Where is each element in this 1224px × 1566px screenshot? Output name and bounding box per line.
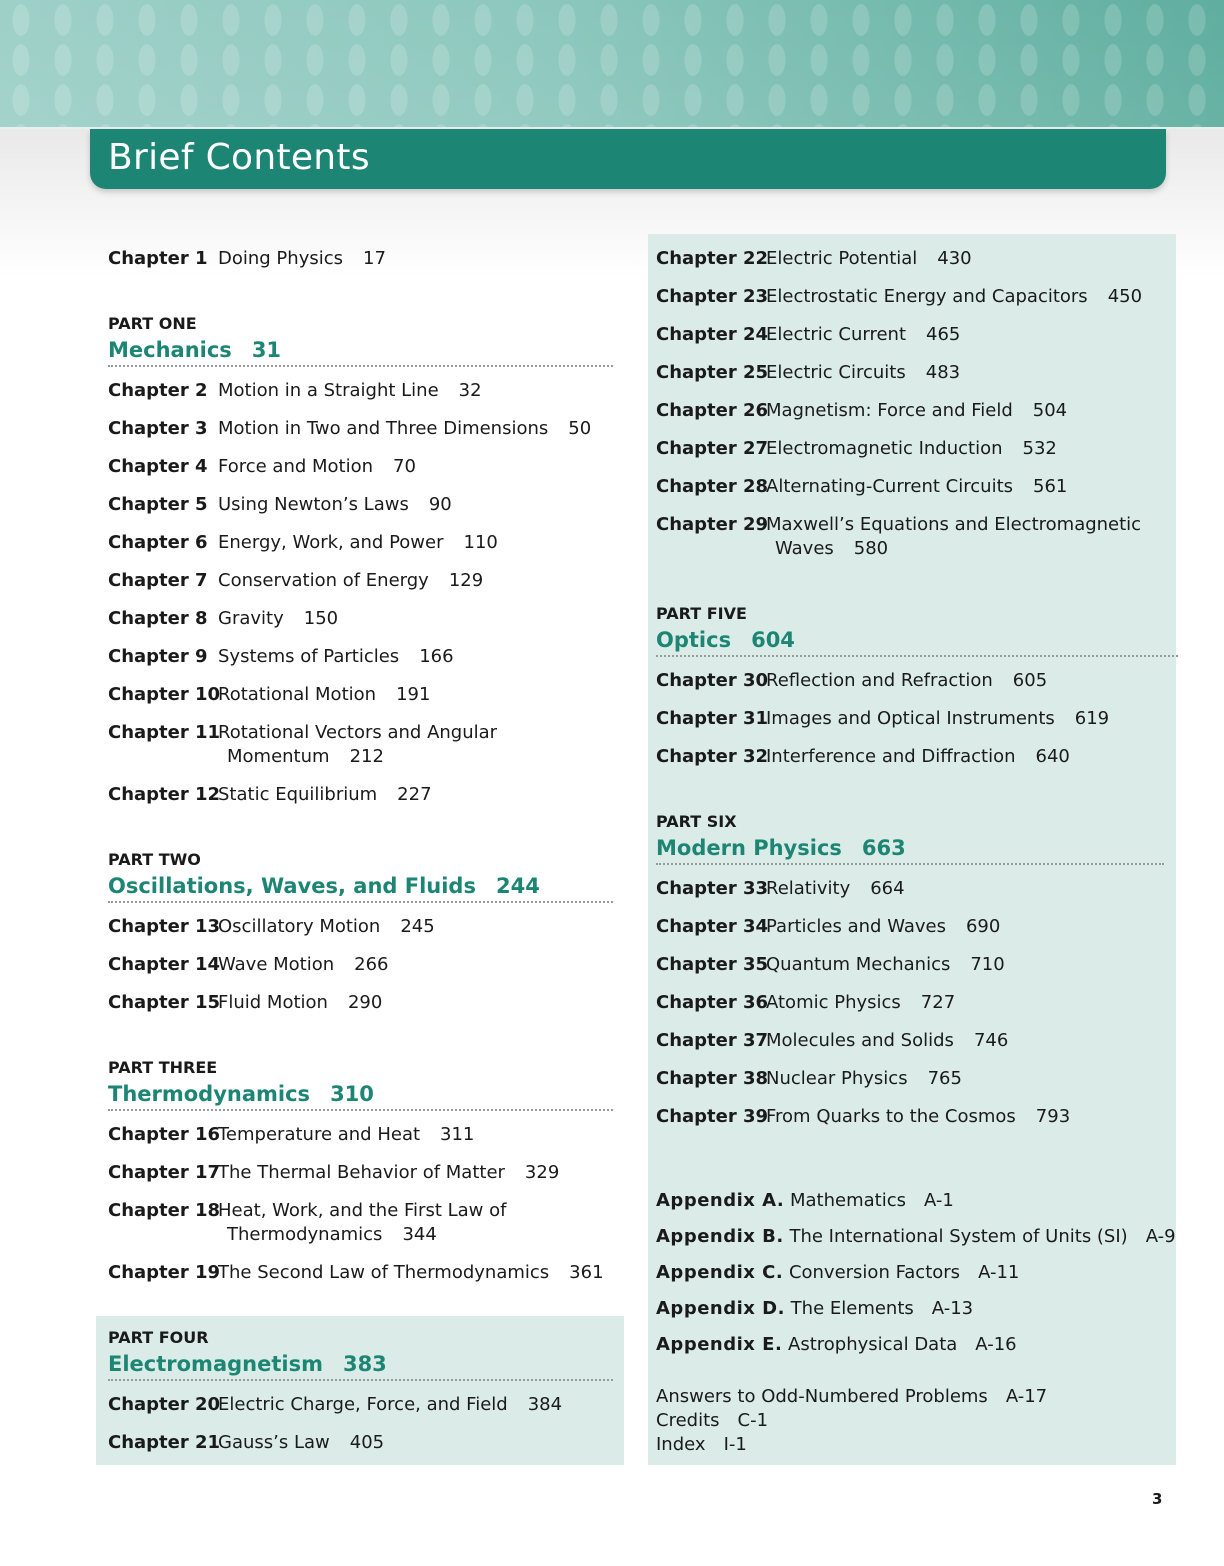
toc-appendix[interactable]: Appendix A. Mathematics A-1 — [656, 1190, 954, 1211]
toc-chapter[interactable]: Chapter 4 Force and Motion 70 — [108, 456, 416, 477]
toc-chapter[interactable]: Chapter 10Rotational Motion 191 — [108, 684, 431, 705]
toc-chapter[interactable]: Chapter 19The Second Law of Thermodynamics 361 — [108, 1262, 604, 1283]
part-label: PART THREE — [108, 1058, 218, 1077]
toc-chapter[interactable]: Chapter 24Electric Current 465 — [656, 324, 961, 345]
toc-chapter[interactable]: Chapter 37Molecules and Solids 746 — [656, 1030, 1009, 1051]
toc-chapter[interactable]: Chapter 18Heat, Work, and the First Law of Thermodynamics 344 — [108, 1200, 507, 1245]
toc-chapter[interactable]: Chapter 16Temperature and Heat 311 — [108, 1124, 475, 1145]
toc-chapter[interactable]: Chapter 14Wave Motion 266 — [108, 954, 389, 975]
toc-appendix[interactable]: Appendix E. Astrophysical Data A-16 — [656, 1334, 1017, 1355]
toc-chapter[interactable]: Chapter 29Maxwell’s Equations and Electromagnetic Waves 580 — [656, 514, 1142, 559]
toc-chapter[interactable]: Chapter 11Rotational Vectors and Angular Momentum 212 — [108, 722, 498, 767]
toc-chapter[interactable]: Chapter 30Reflection and Refraction 605 — [656, 670, 1048, 691]
toc-chapter[interactable]: Chapter 39From Quarks to the Cosmos 793 — [656, 1106, 1071, 1127]
header-banner — [0, 0, 1224, 127]
toc-chapter[interactable]: Chapter 34Particles and Waves 690 — [656, 916, 1001, 937]
toc-chapter[interactable]: Chapter 17The Thermal Behavior of Matter 329 — [108, 1162, 560, 1183]
page-number: 3 — [1152, 1490, 1163, 1508]
toc-chapter[interactable]: Chapter 5 Using Newton’s Laws 90 — [108, 494, 452, 515]
part-label: PART SIX — [656, 812, 737, 831]
toc-chapter[interactable]: Chapter 33Relativity 664 — [656, 878, 905, 899]
part-label: PART FOUR — [108, 1328, 209, 1347]
toc-chapter[interactable]: Chapter 21Gauss’s Law 405 — [108, 1432, 385, 1453]
toc-chapter[interactable]: Chapter 20Electric Charge, Force, and Field 384 — [108, 1394, 563, 1415]
title-bar — [90, 129, 1166, 189]
toc-chapter[interactable]: Chapter 22Electric Potential 430 — [656, 248, 972, 269]
toc-back-matter[interactable]: Credits C-1 — [656, 1410, 769, 1431]
toc-appendix[interactable]: Appendix D. The Elements A-13 — [656, 1298, 974, 1319]
toc-chapter[interactable]: Chapter 15Fluid Motion 290 — [108, 992, 383, 1013]
page-title: Brief Contents — [108, 137, 370, 178]
toc-chapter[interactable]: Chapter 23Electrostatic Energy and Capacitors 450 — [656, 286, 1143, 307]
part-title[interactable]: Optics 604 — [656, 626, 1178, 657]
toc-appendix[interactable]: Appendix C. Conversion Factors A-11 — [656, 1262, 1020, 1283]
toc-chapter[interactable]: Chapter 12Static Equilibrium 227 — [108, 784, 432, 805]
part-title[interactable]: Electromagnetism 383 — [108, 1350, 613, 1381]
toc-chapter[interactable]: Chapter 36Atomic Physics 727 — [656, 992, 956, 1013]
toc-chapter[interactable]: Chapter 32Interference and Diffraction 640 — [656, 746, 1070, 767]
toc-chapter[interactable]: Chapter 13Oscillatory Motion 245 — [108, 916, 435, 937]
toc-appendix[interactable]: Appendix B. The International System of Units (SI) A-9 — [656, 1226, 1176, 1247]
part-label: PART TWO — [108, 850, 201, 869]
toc-chapter[interactable]: Chapter 27Electromagnetic Induction 532 — [656, 438, 1057, 459]
toc-back-matter[interactable]: Index I-1 — [656, 1434, 747, 1455]
toc-chapter[interactable]: Chapter 25Electric Circuits 483 — [656, 362, 961, 383]
part-title[interactable]: Mechanics 31 — [108, 336, 613, 367]
toc-back-matter[interactable]: Answers to Odd-Numbered Problems A-17 — [656, 1386, 1048, 1407]
toc-chapter[interactable]: Chapter 2 Motion in a Straight Line 32 — [108, 380, 482, 401]
toc-chapter[interactable]: Chapter 35Quantum Mechanics 710 — [656, 954, 1005, 975]
part-title[interactable]: Oscillations, Waves, and Fluids 244 — [108, 872, 613, 903]
toc-chapter[interactable]: Chapter 28Alternating-Current Circuits 561 — [656, 476, 1068, 497]
part-title[interactable]: Thermodynamics 310 — [108, 1080, 613, 1111]
toc-chapter[interactable]: Chapter 3 Motion in Two and Three Dimensions 50 — [108, 418, 592, 439]
toc-chapter[interactable]: Chapter 31Images and Optical Instruments 619 — [656, 708, 1110, 729]
toc-chapter[interactable]: Chapter 6 Energy, Work, and Power 110 — [108, 532, 498, 553]
toc-chapter[interactable]: Chapter 38Nuclear Physics 765 — [656, 1068, 962, 1089]
part-title[interactable]: Modern Physics 663 — [656, 834, 1164, 865]
toc-chapter[interactable]: Chapter 8 Gravity 150 — [108, 608, 339, 629]
toc-chapter[interactable]: Chapter 9 Systems of Particles 166 — [108, 646, 454, 667]
toc-chapter[interactable]: Chapter 7 Conservation of Energy 129 — [108, 570, 484, 591]
toc-chapter[interactable]: Chapter 26Magnetism: Force and Field 504 — [656, 400, 1068, 421]
part-label: PART FIVE — [656, 604, 747, 623]
toc-chapter-1[interactable]: Chapter 1 Doing Physics 17 — [108, 248, 386, 269]
part-label: PART ONE — [108, 314, 197, 333]
